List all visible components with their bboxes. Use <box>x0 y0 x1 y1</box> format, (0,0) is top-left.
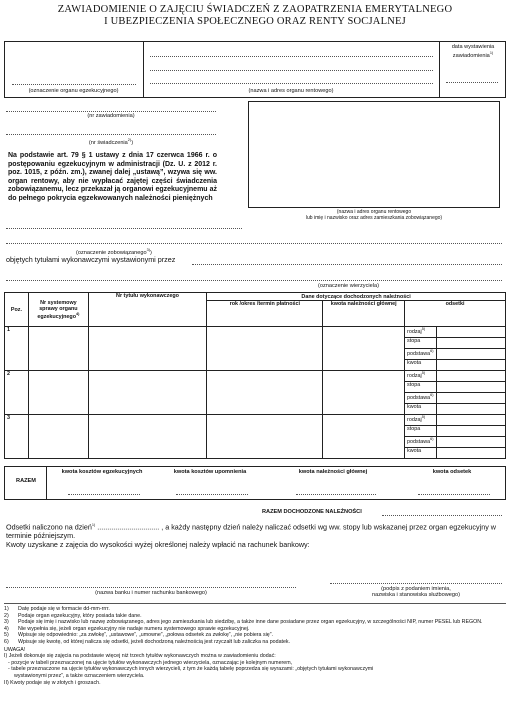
recipient-label-2: lub imię i nazwisko oraz adres zamieszkania zobowiązanego) <box>305 215 443 221</box>
organ-field[interactable] <box>12 84 136 85</box>
transfer-text: Kwoty uzyskane z zajęcia do wysokości wyżej określonej należy wpłacić na rachunek bankowy: <box>6 540 310 549</box>
odsetki-label: podstawa$^{6)}$ <box>405 349 436 360</box>
uwaga-heading: UWAGA! <box>4 646 26 653</box>
rentowy-field-2[interactable] <box>150 70 433 71</box>
creditor-field-1[interactable] <box>192 264 502 265</box>
razem-dochodzone-label: RAZEM DOCHODZONE NALEŻNOŚCI <box>262 509 362 515</box>
cell-rok-2[interactable] <box>207 371 323 415</box>
razem-dochodzone-field[interactable] <box>382 515 502 516</box>
odsetki-label: kwota <box>405 404 436 415</box>
odsetki-label: rodzaj$^{5)}$ <box>405 327 436 338</box>
uwaga-line: - pozycje w tabeli przeznaczonej na ujęcie tytułów wykonawczych jednego wierzyciela, oznaczając je kolejnym numerem, <box>8 659 293 666</box>
debtor-field-2[interactable] <box>6 243 502 244</box>
razem-koszty-upom-field[interactable] <box>176 494 248 495</box>
debtor-field-1[interactable] <box>6 228 242 229</box>
nr-zawiadomienia-label: (nr zawiadomienia) <box>87 113 135 119</box>
cell-nr-tytulu-2[interactable] <box>88 371 206 415</box>
signature-label-1: (podpis z podaniem imienia, <box>381 586 451 592</box>
debtor-label: (oznaczenie zobowiązanego$^{3)}$) <box>76 248 152 256</box>
uwaga-line: II) Kwoty podaje się w złotych i groszach. <box>4 679 101 686</box>
creditor-label: (oznaczenie wierzyciela) <box>318 283 379 289</box>
odsetki-value[interactable] <box>436 415 506 426</box>
date-field[interactable] <box>446 82 498 83</box>
cell-rok-3[interactable] <box>207 415 323 459</box>
recipient-label-1: (nazwa i adres organu rentowego <box>336 209 412 215</box>
cell-nr-tytulu-3[interactable] <box>88 415 206 459</box>
bank-label: (nazwa banku i numer rachunku bankowego) <box>95 590 207 596</box>
razem-naleznosci-field[interactable] <box>296 494 376 495</box>
nr-swiadczenia-label: (nr świadczenia$^{2)}$) <box>88 138 134 146</box>
titles-table <box>4 292 506 459</box>
titles-text: objętych tytułami wykonawczymi wystawionymi przez <box>6 255 176 264</box>
razem-koszty-egz-label: kwota kosztów egzekucyjnych <box>61 469 143 475</box>
legal-paragraph: Na podstawie art. 79 § 1 ustawy z dnia 17 czerwca 1966 r. o postępowaniu egzekucyjnym w administracji (Dz. U. z 2012 r. poz. 1015, z późn. zm.), zwanej dalej „ustawą”, wzywa się ww. organ rentowy, aby nie wypłacać zajętej części świadczenia zobowiązanemu, lecz przekazał ją organowi egzekucyjnemu aż do pełnego pokrycia egzekwowanych należności pieniężnych <box>8 152 217 202</box>
nr-swiadczenia-field[interactable] <box>6 134 216 135</box>
odsetki-value[interactable] <box>436 349 506 360</box>
nr-zawiadomienia-field[interactable] <box>6 111 216 112</box>
odsetki-label: rodzaj$^{5)}$ <box>405 371 436 382</box>
odsetki-value[interactable] <box>436 382 506 393</box>
recipient-box[interactable] <box>248 101 500 208</box>
rentowy-field-1[interactable] <box>150 56 433 57</box>
cell-kwota-3[interactable] <box>323 415 405 459</box>
odsetki-value[interactable] <box>436 404 506 415</box>
interest-text: Odsetki naliczono na dzień$^{1)}$ ............................... , a każdy następny dzień należy naliczać odsetki wg ww. stopy lub wskazanej przez organ egzekucyjny w terminie późniejszym. <box>6 522 496 540</box>
creditor-field-2[interactable] <box>6 280 502 281</box>
rentowy-label: (nazwa i adres organu rentowego) <box>248 88 334 94</box>
col-nr-systemowy: Nr systemowy sprawy organu egzekucyjnego$^{4)}$ <box>28 293 88 327</box>
uwaga-line: I) Jeżeli dokonuje się zajęcia na podstawie więcej niż trzech tytułów wykonawczych można w zawiadomieniu dodać: <box>4 653 276 660</box>
organ-label: (oznaczenie organu egzekucyjnego) <box>28 88 119 94</box>
document-title-line1: ZAWIADOMIENIE O ZAJĘCIU ŚWIADCZEŃ Z ZAOPATRZENIA EMERYTALNEGO <box>57 4 453 15</box>
signature-label-2: nazwiska i stanowiska służbowego) <box>372 592 460 598</box>
odsetki-label: stopa <box>405 382 436 393</box>
odsetki-value[interactable] <box>436 371 506 382</box>
rentowy-field-3[interactable] <box>150 83 433 84</box>
odsetki-value[interactable] <box>436 360 506 371</box>
razem-odsetki-label: kwota odsetek <box>432 469 472 475</box>
cell-kwota-2[interactable] <box>323 371 405 415</box>
odsetki-label: rodzaj$^{5)}$ <box>405 415 436 426</box>
odsetki-label: stopa <box>405 426 436 437</box>
odsetki-value[interactable] <box>436 338 506 349</box>
cell-nr-tytulu-1[interactable] <box>88 327 206 371</box>
odsetki-value[interactable] <box>436 448 506 459</box>
cell-nr-sys-1[interactable] <box>28 327 88 371</box>
bank-field[interactable] <box>6 587 296 588</box>
odsetki-value[interactable] <box>436 327 506 338</box>
col-poz: Poz. <box>5 293 29 327</box>
uwaga-line: wystawionymi przez”, a także oznaczeniem wierzyciela. <box>14 672 145 679</box>
odsetki-label: stopa <box>405 338 436 349</box>
col-odsetki: odsetki <box>405 301 506 327</box>
cell-kwota-1[interactable] <box>323 327 405 371</box>
row-poz-3: 3 <box>5 415 29 459</box>
date-label: data wystawienia zawiadomienia$^{1)}$ <box>451 44 495 60</box>
cell-nr-sys-2[interactable] <box>28 371 88 415</box>
signature-field[interactable] <box>330 583 502 584</box>
col-rok: rok /okres /termin płatności <box>207 301 323 327</box>
odsetki-label: podstawa$^{6)}$ <box>405 437 436 448</box>
odsetki-value[interactable] <box>436 437 506 448</box>
footnote-divider <box>4 603 506 604</box>
razem-label: RAZEM <box>16 478 36 484</box>
group-header: Dane dotyczące dochodzonych należności <box>207 293 506 301</box>
razem-odsetki-field[interactable] <box>418 494 490 495</box>
col-nr-tytulu: Nr tytułu wykonawczego <box>88 293 206 327</box>
odsetki-label: kwota <box>405 360 436 371</box>
row-poz-2: 2 <box>5 371 29 415</box>
cell-nr-sys-3[interactable] <box>28 415 88 459</box>
odsetki-value[interactable] <box>436 426 506 437</box>
razem-koszty-egz-field[interactable] <box>68 494 140 495</box>
row-poz-1: 1 <box>5 327 29 371</box>
razem-naleznosci-label: kwota należności głównej <box>298 469 368 475</box>
cell-rok-1[interactable] <box>207 327 323 371</box>
uwaga-line: - tabele przeznaczone na ujęcie tytułów wykonawczych innych wierzycieli, z tym że każdą tabelę poprzedza się wyrazami: „objętych tytułami wykonawczymi <box>8 666 374 673</box>
col-kwota-glowna: kwota należności głównej <box>323 301 405 327</box>
odsetki-label: kwota <box>405 448 436 459</box>
odsetki-label: podstawa$^{6)}$ <box>405 393 436 404</box>
document-title-line2: I UBEZPIECZENIA SPOŁECZNEGO ORAZ RENTY SOCJALNEJ <box>104 16 406 27</box>
razem-koszty-upom-label: kwota kosztów upomnienia <box>173 469 247 475</box>
footnotes: 1) Datę podaje się w formacie dd-mm-rrrr. 2) Podaje organ egzekucyjny, który posiada takie dane. 3) Podaje się imię i nazwisko lub nazwę zobowiązanego, adres jego zamieszkania lub siedzibę, a także inne dane posiadane przez organ egzekucyjny, w szczególności NIP, numer PESEL lub REGON. 4) Nie wypełnia się, jeżeli organ egzekucyjny nie nadaje numeru systemowego sprawie egzekucyjnej. 5) Wpisuje się odpowiednio: „za zwłokę”, „ustawowe”, „umowne”, „połowa odsetek za zwłokę”, „nie pobiera się”. 6) Wpisuje się kwotę, od której nalicza się odsetki, jeżeli dochodzoną należnością jest rzyczałt lub zaliczka na podatek. UWAGA! I) Jeżeli dokonuje się zajęcia na podstawie więcej niż trzech tytułów wykonawczych można w zawiadomieniu dodać: - pozycje w tabeli przeznaczonej na ujęcie tytułów wykonawczych jednego wierzyciela, oznaczając je kolejnym numerem, - tabele przeznaczone na ujęcie tytułów wykonawczych innych wierzycieli, z tym że każdą tabelę poprzedza się wyrazami: „objętych tytułami wykonawczymi wystawionymi przez”, a także oznaczeniem wierzyciela. II) Kwoty podaje się w złotych i groszach. <box>4 606 504 686</box>
odsetki-value[interactable] <box>436 393 506 404</box>
